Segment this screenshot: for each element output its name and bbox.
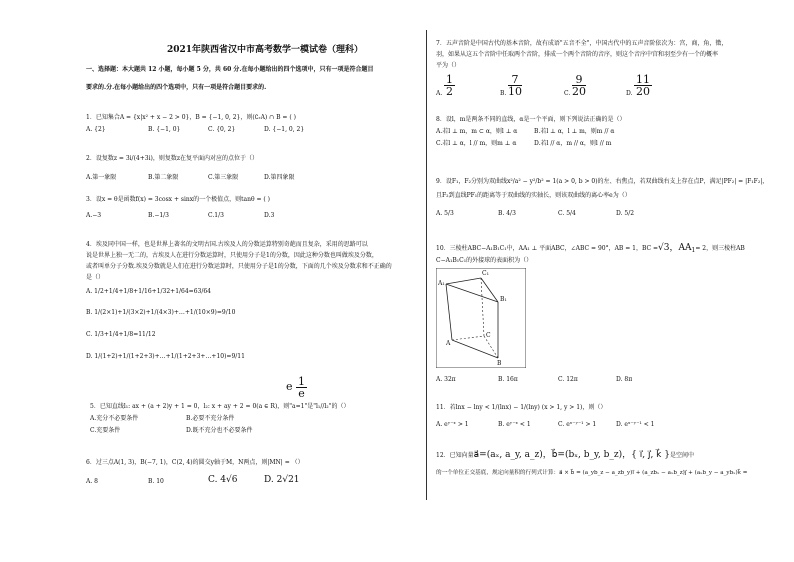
q4-option-d[interactable]: D. 1/(1+2)+1/(1+2+3)+…+1/(1+2+3+…+10)=9/11 bbox=[86, 353, 245, 360]
q11-option-a[interactable]: A. eʸ⁻ˣ > 1 bbox=[436, 421, 469, 428]
label-a: A bbox=[446, 340, 451, 347]
q4-option-b[interactable]: B. 1/(2×1)+1/(3×2)+1/(4×3)+…+1/(10×9)=9/10 bbox=[86, 309, 236, 316]
q10-stem-tail: = 2，则三棱柱AB bbox=[695, 245, 745, 252]
section-header-line2: 要求的.分.在每小题给出的四个选项中，只有一项是符合题目要求的. bbox=[86, 84, 267, 91]
q1-stem: 1．已知集合A = {x|x² + x − 2 > 0}，B = {−1, 0, 2}，则(∁ᵣA) ∩ B = ( ) bbox=[86, 114, 296, 121]
q10-stem-head: 10．三棱柱ABC−A₁B₁C₁中，AA₁ ⊥ 平面ABC，∠ABC = 90°，AB = 1，BC = bbox=[436, 245, 659, 252]
label-b1: B₁ bbox=[500, 296, 507, 303]
q3-stem: 3．设x = θ是函数f(x) = 3cosx + sinx的一个极值点，则tanθ = ( ) bbox=[86, 196, 271, 203]
q2-option-b[interactable]: B.第二象限 bbox=[148, 174, 179, 181]
q6-option-c[interactable]: C. 4√6 bbox=[208, 475, 238, 485]
q11-options bbox=[436, 421, 654, 428]
fraction-numerator: 9 bbox=[572, 74, 586, 86]
q5-option-d[interactable]: D.既不充分也不必要条件 bbox=[186, 427, 253, 434]
label-c1: C₁ bbox=[482, 270, 489, 277]
fraction-numerator: 11 bbox=[636, 73, 650, 86]
fraction-denominator: 2 bbox=[446, 85, 453, 98]
q5-frac-denominator: e bbox=[298, 387, 305, 400]
q12-tail: 是空间中 bbox=[669, 452, 694, 459]
q7-option-b-letter[interactable]: B. bbox=[500, 90, 507, 97]
q5-frac-lead: e bbox=[286, 380, 293, 393]
q8-option-d[interactable]: D.若l // α，m // α，则l // m bbox=[534, 140, 612, 147]
q9-options bbox=[436, 210, 634, 217]
q1-option-b[interactable]: B. {−1, 0} bbox=[148, 126, 181, 133]
fraction-denominator: 20 bbox=[636, 85, 650, 98]
q4-stem-line3: 或者叫单分子分数.埃及分数就是人们在进行分数运算时，只使用分子是1的分数，下面的几个埃及分数求和不正确的 bbox=[86, 263, 392, 270]
q10-option-b[interactable]: B. 16π bbox=[498, 376, 518, 383]
q3-option-d[interactable]: D.3 bbox=[264, 212, 275, 219]
label-c: C bbox=[486, 332, 491, 339]
q10-aa: ，AA bbox=[669, 243, 692, 253]
q10-option-c[interactable]: C. 12π bbox=[558, 376, 578, 383]
q11-option-c[interactable]: C. eˣ⁻ʸ⁻¹ > 1 bbox=[558, 421, 597, 428]
q8-stem: 8．设l，m是两条不同的直线，α是一个平面，则下列说法正确的是（） bbox=[436, 116, 626, 123]
q4-stem-line4: 是（） bbox=[86, 274, 105, 281]
q9-option-c[interactable]: C. 5/4 bbox=[558, 210, 576, 217]
q7-stem-line3: 平为（） bbox=[436, 62, 461, 69]
q3-options bbox=[86, 212, 274, 219]
q7-stem-line1: 7．五声音阶是中国古代的基本音阶，故有成语"五音不全"，中国古代中的五声音阶依次为：宫，商，角，徵， bbox=[436, 40, 728, 47]
q8-option-a[interactable]: A.若l ⊥ m，m ⊂ α，则l ⊥ α bbox=[436, 128, 518, 135]
q5-fraction bbox=[296, 376, 307, 399]
fraction-numerator: 7 bbox=[508, 74, 522, 86]
q3-option-a[interactable]: A.−3 bbox=[86, 212, 102, 219]
q5-frac-numerator: 1 bbox=[298, 375, 305, 388]
q7-option-a-fraction[interactable] bbox=[444, 74, 455, 97]
q10-stem-line1 bbox=[436, 245, 745, 254]
fraction-denominator: 20 bbox=[572, 85, 586, 98]
q2-option-a[interactable]: A.第一象限 bbox=[86, 174, 117, 181]
q10-aa-sub: 1 bbox=[691, 247, 696, 255]
q5-stem: 5．已知直线l₁: ax + (a + 2)y + 1 = 0，l₂: x + ay + 2 = 0(a ∈ R)，则"a=1"是"l₁//l₂"的（） bbox=[90, 403, 350, 410]
q7-option-a-letter[interactable]: A. bbox=[436, 90, 443, 97]
q2-options bbox=[86, 172, 295, 181]
q7-option-d-letter[interactable]: D. bbox=[626, 90, 633, 97]
q9-stem-line2: 且F₂到直线PF₁的距离等于双曲线的实轴长，则该双曲线的离心率e为（） bbox=[436, 192, 631, 199]
q6-option-b[interactable]: B. 10 bbox=[148, 478, 164, 485]
q10-option-d[interactable]: D. 8π bbox=[616, 376, 633, 383]
q6-stem: 6．过三点A(1, 3)，B(−7, 1)，C(2, 4)的圆交y轴于M，N两点，则|MN| = （） bbox=[86, 459, 304, 466]
q2-stem: 2．设复数z = 3i/(4+3i)，则复数z在复平面内对应的点位于（） bbox=[86, 155, 259, 162]
q7-stem-line2: 羽，如果从这五个音阶中任取两个音阶，排成一个两个音阶的音序，则这个音序中宫和羽至少有一个的概率 bbox=[436, 51, 719, 58]
q12-vectors: a⃗=(aₓ, a_y, a_z)，b⃗=(bₓ, b_y, b_z)，{ i⃗, j⃗, k⃗ } bbox=[473, 450, 670, 460]
q4-option-c[interactable]: C. 1/3+1/4+1/8=11/12 bbox=[86, 331, 156, 338]
q9-option-a[interactable]: A. 5/3 bbox=[436, 210, 454, 217]
fraction-denominator: 10 bbox=[508, 85, 522, 98]
q1-option-a[interactable]: A. {2} bbox=[86, 126, 106, 133]
q3-option-c[interactable]: C.1/3 bbox=[208, 212, 224, 219]
label-a1: A₁ bbox=[438, 280, 445, 287]
q6-option-a[interactable]: A. 8 bbox=[86, 478, 98, 485]
q9-option-d[interactable]: D. 5/2 bbox=[616, 210, 635, 217]
q4-stem-line1: 4．埃及同中国一样，也是世界上著名的文明古国.古埃及人的分数运算特别奇葩而且复杂，采用的思路可以 bbox=[86, 241, 368, 248]
column-divider bbox=[426, 30, 427, 500]
q8-option-b[interactable]: B.若l ⊥ α，l ⊥ m，则m // α bbox=[534, 128, 615, 135]
q1-option-d[interactable]: D. {−1, 0, 2} bbox=[264, 126, 305, 133]
fraction-numerator: 1 bbox=[446, 73, 453, 86]
q7-option-b-fraction[interactable] bbox=[508, 74, 522, 97]
q10-option-a[interactable]: A. 32π bbox=[436, 376, 456, 383]
q9-stem-line1: 9．设F₁，F₂分别为双曲线x²/a² − y²/b² = 1(a > 0, b > 0)的左、右焦点，若双曲线右支上存在点P，满足|PF₂| = |F₁F₂|， bbox=[436, 178, 769, 185]
prism-diagram bbox=[436, 268, 526, 368]
q10-options bbox=[436, 376, 632, 383]
q5-option-b[interactable]: B.必要不充分条件 bbox=[186, 415, 235, 422]
q4-option-a[interactable]: A. 1/2+1/4+1/8+1/16+1/32+1/64=63/64 bbox=[86, 288, 211, 295]
q5-option-c[interactable]: C.充要条件 bbox=[90, 427, 121, 434]
q8-option-c[interactable]: C.若l ⊥ α，l // m，则m ⊥ α bbox=[436, 140, 517, 147]
section-header-line1: 一、选择题：本大题共 12 小题，每小题 5 分，共 60 分.在每小题给出的四个选项中，只有一项是符合题目 bbox=[86, 66, 374, 73]
q7-option-c-letter[interactable]: C. bbox=[564, 90, 571, 97]
q12-lead: 12．已知向量 bbox=[436, 452, 474, 459]
q10-stem-line2: C−A₁B₁C₁的外接球的表面积为（） bbox=[436, 257, 533, 264]
q11-stem: 11．若lnx − lny < 1/(lnx) − 1/(lny) (x > 1, y > 1)，则（） bbox=[436, 404, 607, 411]
q6-options bbox=[86, 475, 300, 485]
label-b: B bbox=[497, 360, 502, 367]
q4-stem-line2: 说是世界上独一无二的，古埃及人在进行分数运算时，只使用分子是1的分数，因此这种分数也叫做埃及分数， bbox=[86, 252, 378, 259]
q11-option-d[interactable]: D. eˣ⁻ʸ⁻¹ < 1 bbox=[616, 421, 655, 428]
q6-option-d[interactable]: D. 2√21 bbox=[264, 475, 300, 485]
q2-option-c[interactable]: C.第三象限 bbox=[208, 174, 239, 181]
q7-option-c-fraction[interactable] bbox=[572, 74, 586, 97]
q1-option-c[interactable]: C. {0, 2} bbox=[208, 126, 236, 133]
q3-option-b[interactable]: B.−1/3 bbox=[148, 212, 169, 219]
page-title: 2021年陕西省汉中市高考数学一模试卷（理科） bbox=[166, 45, 364, 55]
q10-sqrt3: √3 bbox=[658, 243, 670, 253]
q2-option-d[interactable]: D.第四象限 bbox=[264, 174, 295, 181]
q7-option-d-fraction[interactable] bbox=[634, 74, 652, 97]
q5-option-a[interactable]: A.充分不必要条件 bbox=[90, 415, 139, 422]
q11-option-b[interactable]: B. eʸ⁻ˣ < 1 bbox=[498, 421, 531, 428]
q12-stem-line2: 的一个单位正交基底，规定向量积的行列式计算：a⃗ × b⃗ = (a_yb_z − a_zb_y)i⃗ + (a_zbₓ − aₓb_z)j⃗ + (aₓb_y − a_ybₓ)k⃗ = bbox=[436, 470, 748, 476]
q1-options bbox=[86, 126, 304, 133]
q12-stem-line1 bbox=[436, 452, 694, 459]
q9-option-b[interactable]: B. 4/3 bbox=[498, 210, 516, 217]
